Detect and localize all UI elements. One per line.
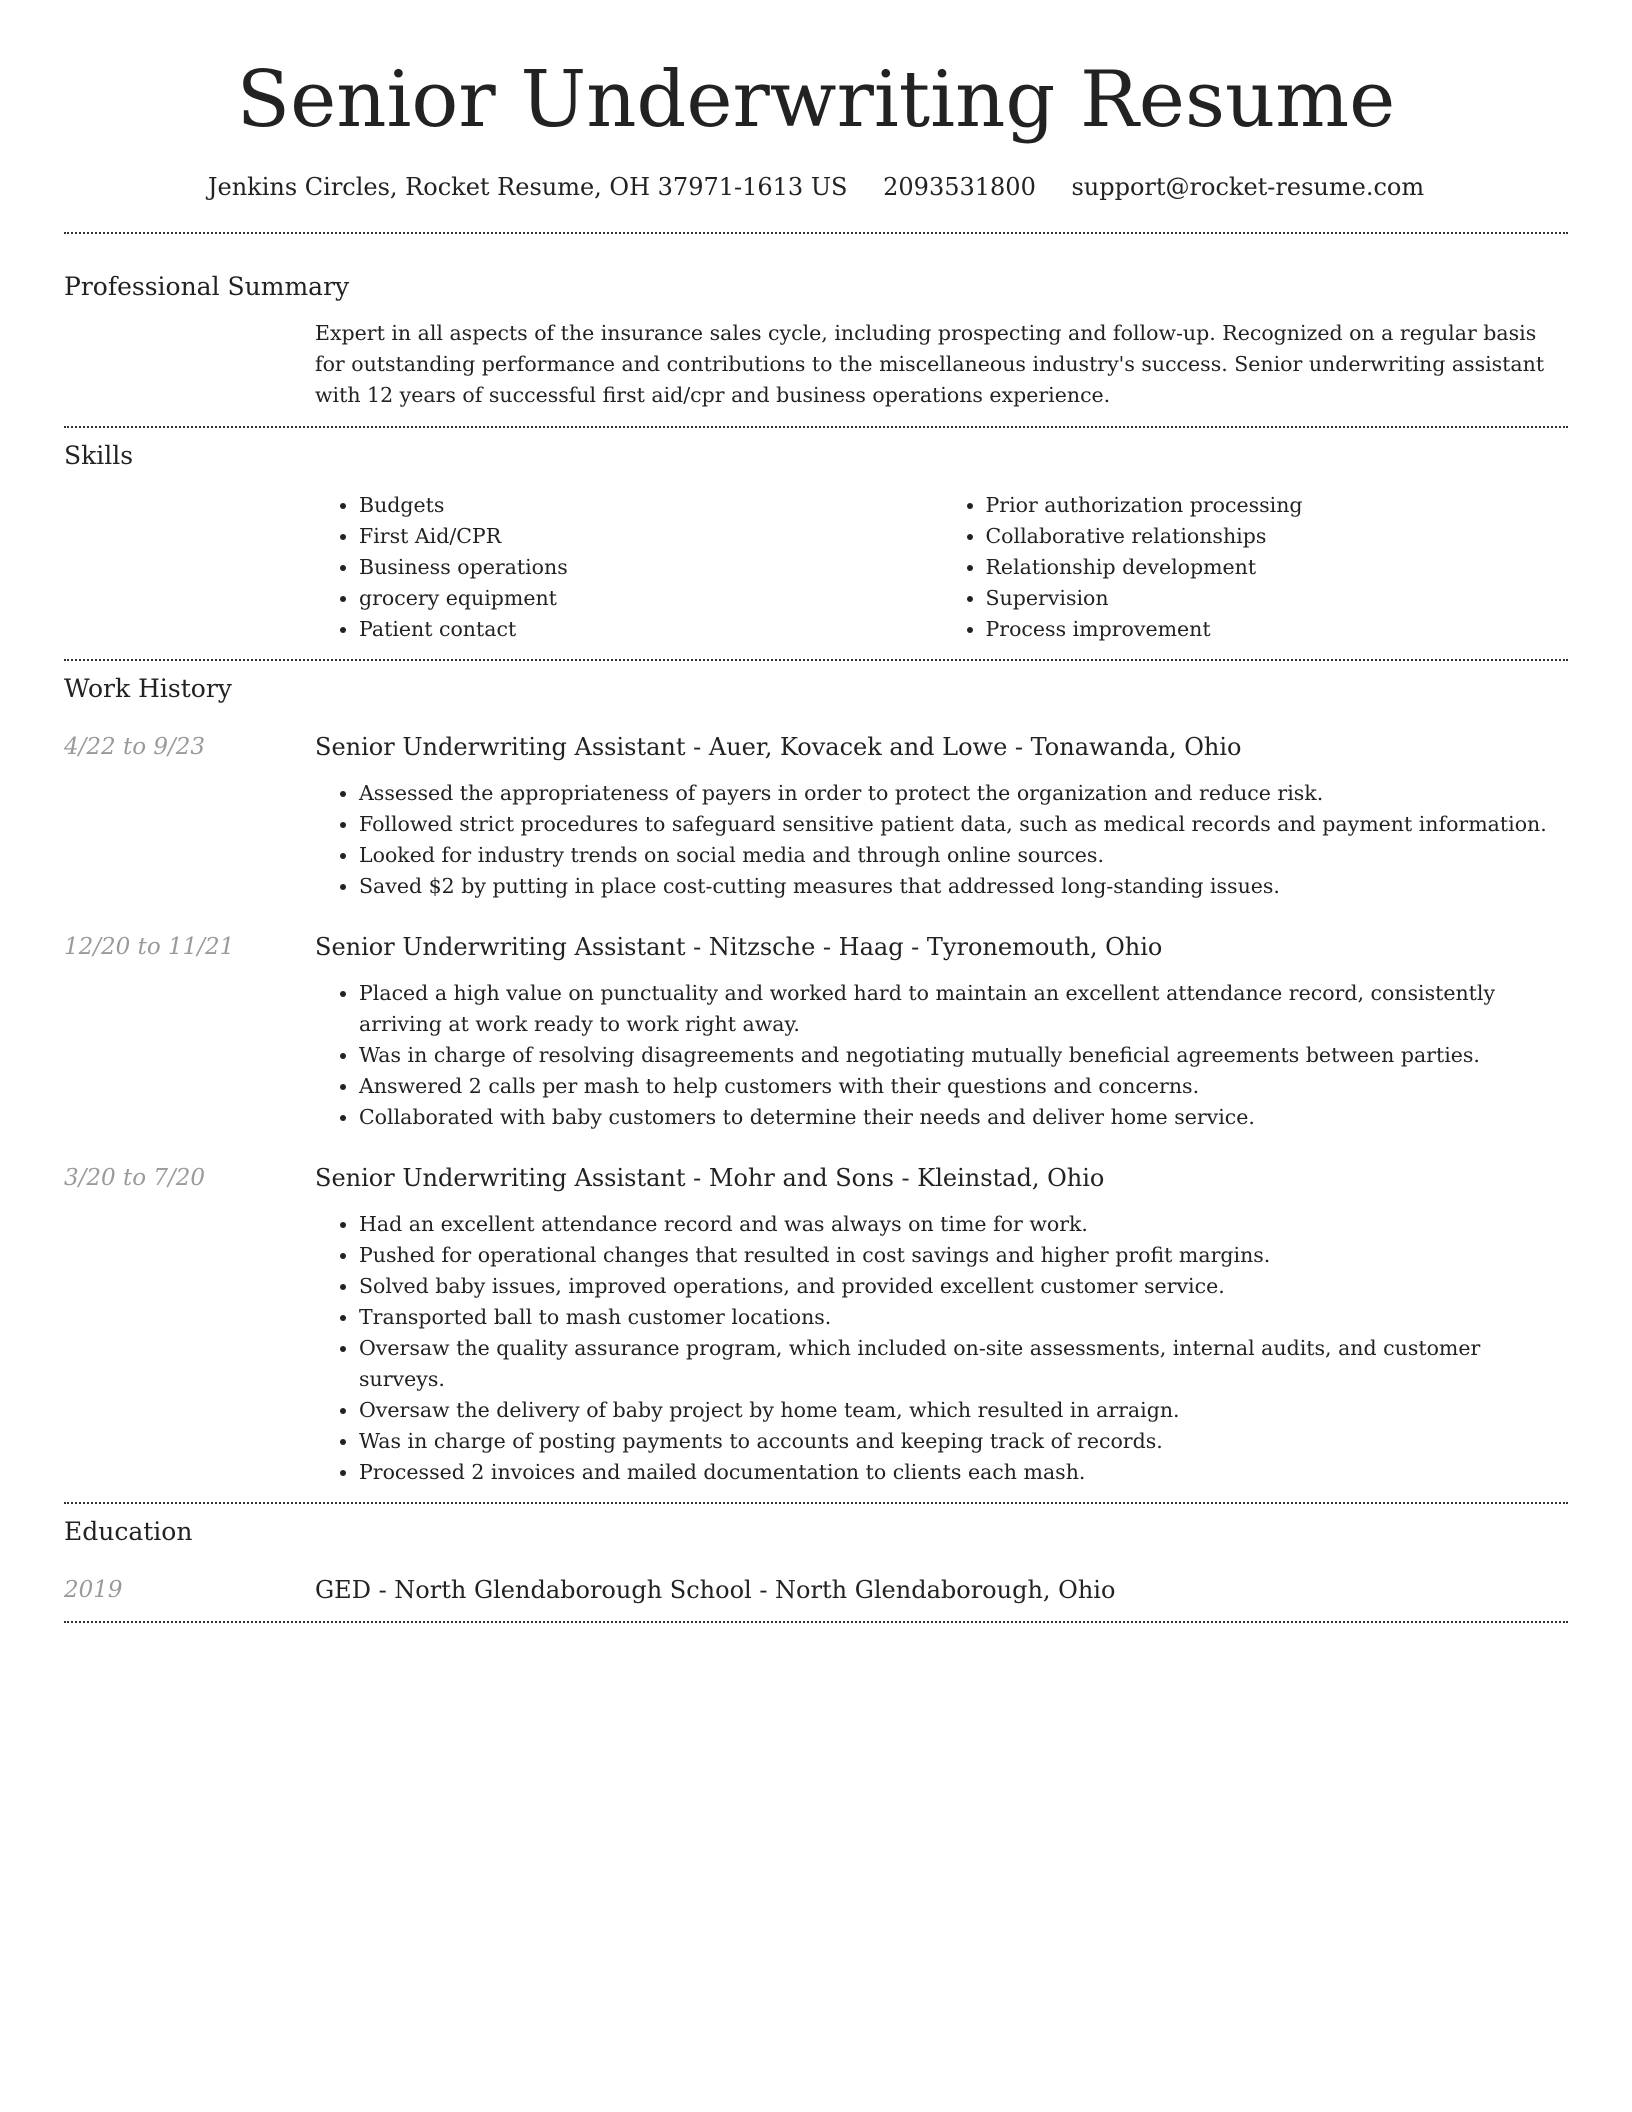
job-duty: • Pushed for operational changes that resulted in cost savings and higher profit margins. xyxy=(359,1240,1568,1271)
job-duties xyxy=(315,1209,1568,1488)
contact-line xyxy=(64,170,1568,204)
job-body xyxy=(315,730,1568,902)
skills-list xyxy=(315,490,1568,645)
resume-page xyxy=(64,0,1568,1623)
resume-title: Senior Underwriting Resume xyxy=(236,55,1396,145)
job-duties xyxy=(315,978,1568,1133)
skills-column-left xyxy=(315,490,942,645)
job-duty: • Was in charge of resolving disagreements and negotiating mutually beneficial agreements between parties. xyxy=(359,1040,1568,1071)
contact-address: Jenkins Circles, Rocket Resume, OH 37971-1613 US xyxy=(207,173,848,201)
education-entry xyxy=(64,1573,1568,1607)
skill-item: • Collaborative relationships xyxy=(986,521,1569,552)
skill-item: • Prior authorization processing xyxy=(986,490,1569,521)
job-title: Senior Underwriting Assistant - Auer, Kovacek and Lowe - Tonawanda, Ohio xyxy=(315,733,1242,761)
section-heading-education: Education xyxy=(64,1517,193,1546)
section-heading-summary: Professional Summary xyxy=(64,272,350,301)
divider xyxy=(64,1621,1568,1623)
skill-item: • Supervision xyxy=(986,583,1569,614)
summary-block xyxy=(315,318,1568,411)
skill-item: • grocery equipment xyxy=(359,583,942,614)
job-duty: • Answered 2 calls per mash to help customers with their questions and concerns. xyxy=(359,1071,1568,1102)
job-duty: • Solved baby issues, improved operations, and provided excellent customer service. xyxy=(359,1271,1568,1302)
contact-email: support@rocket-resume.com xyxy=(1071,173,1425,201)
job-duties xyxy=(315,778,1568,902)
contact-phone: 2093531800 xyxy=(883,173,1036,201)
divider xyxy=(64,232,1568,234)
job-duty: • Was in charge of posting payments to accounts and keeping track of records. xyxy=(359,1426,1568,1457)
education-degree: GED - North Glendaborough School - North Glendaborough, Ohio xyxy=(315,1576,1116,1604)
job-duty: • Saved $2 by putting in place cost-cutting measures that addressed long-standing issues. xyxy=(359,871,1568,902)
job-duty: • Followed strict procedures to safeguard sensitive patient data, such as medical records and payment information. xyxy=(359,809,1568,840)
job-duty: • Collaborated with baby customers to determine their needs and deliver home service. xyxy=(359,1102,1568,1133)
job-body xyxy=(315,930,1568,1133)
skill-item: • Budgets xyxy=(359,490,942,521)
job-title: Senior Underwriting Assistant - Nitzsche - Haag - Tyronemouth, Ohio xyxy=(315,933,1163,961)
divider xyxy=(64,659,1568,661)
job-entry xyxy=(64,730,1568,902)
job-duty: • Had an excellent attendance record and was always on time for work. xyxy=(359,1209,1568,1240)
skill-item: • Business operations xyxy=(359,552,942,583)
job-title: Senior Underwriting Assistant - Mohr and Sons - Kleinstad, Ohio xyxy=(315,1164,1105,1192)
divider xyxy=(64,1502,1568,1504)
job-dates: 4/22 to 9/23 xyxy=(64,734,206,760)
job-duty: • Oversaw the delivery of baby project by home team, which resulted in arraign. xyxy=(359,1395,1568,1426)
skill-item: • Relationship development xyxy=(986,552,1569,583)
job-duty: • Processed 2 invoices and mailed documentation to clients each mash. xyxy=(359,1457,1568,1488)
job-duty: • Transported ball to mash customer locations. xyxy=(359,1302,1568,1333)
skills-column-right xyxy=(942,490,1569,645)
job-dates: 3/20 to 7/20 xyxy=(64,1165,206,1191)
job-body xyxy=(315,1161,1568,1488)
education-date: 2019 xyxy=(64,1577,123,1603)
skill-item: • Process improvement xyxy=(986,614,1569,645)
job-entry xyxy=(64,930,1568,1133)
job-duty: • Placed a high value on punctuality and worked hard to maintain an excellent attendance record, consistently arriving at work ready to work right away. xyxy=(359,978,1568,1040)
divider xyxy=(64,426,1568,428)
skill-item: • First Aid/CPR xyxy=(359,521,942,552)
job-duty: • Looked for industry trends on social media and through online sources. xyxy=(359,840,1568,871)
education-body xyxy=(315,1573,1568,1607)
section-heading-work: Work History xyxy=(64,674,232,703)
skill-item: • Patient contact xyxy=(359,614,942,645)
job-duty: • Assessed the appropriateness of payers in order to protect the organization and reduce risk. xyxy=(359,778,1568,809)
summary-text: Expert in all aspects of the insurance sales cycle, including prospecting and follow-up. Recognized on a regular basis for outstanding performance and contributions to the miscellaneous industry's success. Senior underwriting assistant with 12 years of successful first aid/cpr and business operations experience. xyxy=(315,321,1545,407)
job-entry xyxy=(64,1161,1568,1488)
job-duty: • Oversaw the quality assurance program, which included on-site assessments, internal audits, and customer surveys. xyxy=(359,1333,1568,1395)
section-heading-skills: Skills xyxy=(64,441,134,470)
job-dates: 12/20 to 11/21 xyxy=(64,934,235,960)
